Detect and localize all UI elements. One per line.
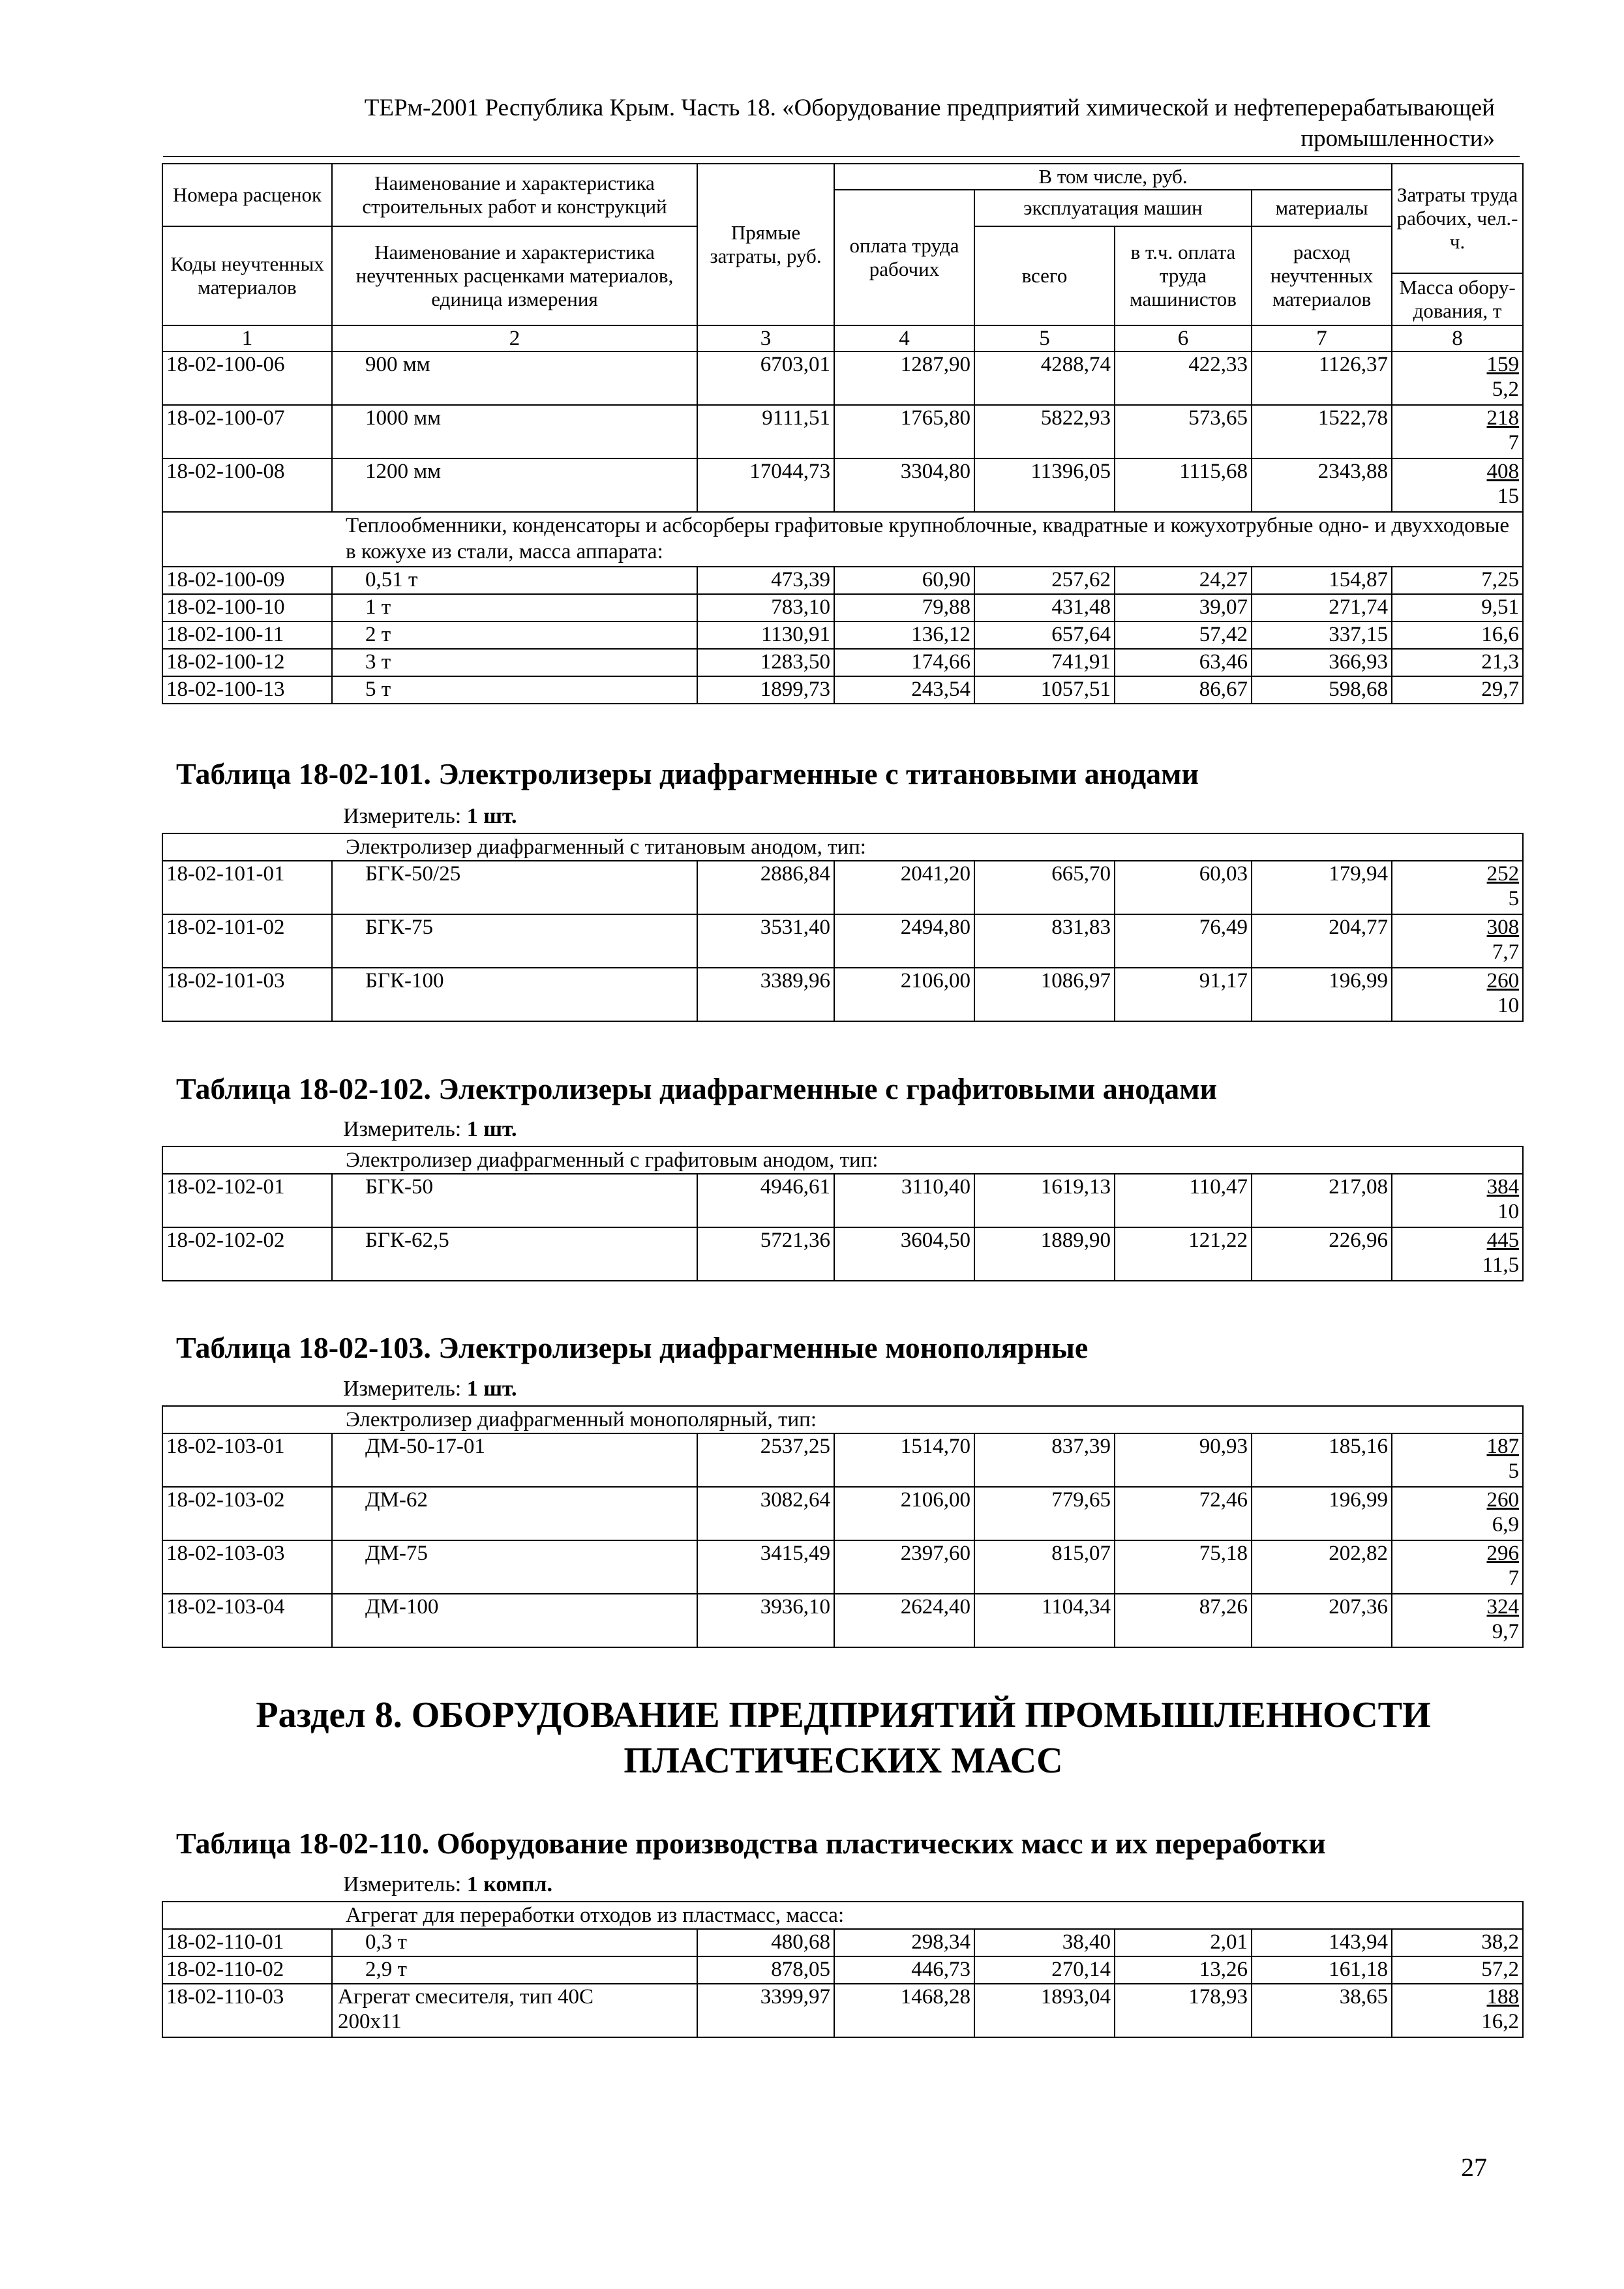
row-c3: 4946,61 [697,1174,834,1227]
row-c3: 3936,10 [697,1594,834,1647]
row-c5: 431,48 [974,594,1115,621]
row-c6: 75,18 [1115,1540,1252,1594]
table-row [162,1594,1523,1647]
group-heading: Электролизер диафрагменный монополярный, тип: [162,1406,1523,1433]
row-c4: 3604,50 [834,1227,974,1281]
table-101 [162,833,1524,1022]
labor-value: 159 [1486,353,1520,376]
row-c4: 1765,80 [834,405,974,458]
table-102-meter [343,1116,517,1143]
labor-value: 260 [1486,1488,1519,1512]
row-c7: 196,99 [1252,968,1392,1021]
row-c7: 143,94 [1252,1929,1392,1956]
header-line-1: ТЕРм-2001 Республика Крым. Часть 18. «Оборудование предприятий химической и нефтеперерабатывающей [364,95,1495,121]
row-c3: 480,68 [697,1929,834,1956]
group-heading: Электролизер диафрагменный с титановым анодом, тип: [162,833,1523,861]
row-code: 18-02-100-09 [162,567,332,594]
row-c5: 741,91 [974,649,1115,676]
page-header [163,93,1495,154]
row-c4: 1468,28 [834,1984,974,2037]
row-c7: 38,65 [1252,1984,1392,2037]
table-110 [162,1901,1524,2038]
meter-value: 1 шт. [466,804,517,828]
table-row [162,594,1523,621]
row-c7: 226,96 [1252,1227,1392,1281]
header-line-2: промышленности» [1301,125,1495,152]
row-c7: 202,82 [1252,1540,1392,1594]
table-row [162,1540,1523,1594]
row-c8 [1392,861,1523,914]
row-code: 18-02-100-12 [162,649,332,676]
row-code: 18-02-103-03 [162,1540,332,1594]
row-c8 [1392,1174,1523,1227]
row-c8: 29,7 [1392,676,1523,704]
row-name: ДМ-100 [332,1594,697,1647]
row-c7: 598,68 [1252,676,1392,704]
row-c8 [1392,968,1523,1021]
table-row [162,861,1523,914]
row-name: ДМ-62 [332,1487,697,1540]
row-c5: 1104,34 [974,1594,1115,1647]
row-c5: 270,14 [974,1956,1115,1984]
row-c3: 1899,73 [697,676,834,704]
row-c3: 17044,73 [697,458,834,512]
row-name: 3 т [332,649,697,676]
row-name: 1 т [332,594,697,621]
row-c7: 196,99 [1252,1487,1392,1540]
meter-label: Измеритель: [343,1872,462,1896]
row-name: БГК-50/25 [332,861,697,914]
row-c4: 2041,20 [834,861,974,914]
row-c7: 2343,88 [1252,458,1392,512]
row-c3: 9111,51 [697,405,834,458]
row-c3: 6703,01 [697,352,834,405]
row-c7: 204,77 [1252,914,1392,968]
row-c7: 337,15 [1252,621,1392,649]
row-c8 [1392,458,1523,512]
row-c6: 121,22 [1115,1227,1252,1281]
labor-value: 260 [1486,969,1520,993]
row-c4: 136,12 [834,621,974,649]
table-102-title: Таблица 18-02-102. Электролизеры диафрагменные с графитовыми анодами [176,1072,1218,1105]
row-c6: 76,49 [1115,914,1252,968]
row-name: 1000 мм [332,405,697,458]
group-row [162,833,1523,861]
row-c7: 179,94 [1252,861,1392,914]
page-number: 27 [1461,2153,1487,2182]
row-name: 5 т [332,676,697,704]
row-name: ДМ-50-17-01 [332,1433,697,1487]
group-heading: Агрегат для переработки отходов из пластмасс, масса: [162,1902,1523,1929]
col5-header: всего [974,226,1115,325]
labor-value: 408 [1486,460,1520,483]
row-c8: 38,2 [1392,1929,1523,1956]
row-name: 0,51 т [332,567,697,594]
mass-value: 5 [1508,887,1520,910]
colnum: 5 [974,325,1115,352]
row-c8 [1392,1227,1523,1281]
row-c4: 2397,60 [834,1540,974,1594]
part-heading-line-2: ПЛАСТИЧЕСКИХ МАСС [624,1741,1063,1781]
row-code: 18-02-102-02 [162,1227,332,1281]
mass-value: 6,9 [1492,1513,1519,1536]
row-code: 18-02-103-04 [162,1594,332,1647]
labor-value: 384 [1486,1175,1520,1199]
row-c6: 1115,68 [1115,458,1252,512]
col3-header: Прямые затраты, руб. [697,164,834,325]
column-numbers-row [162,325,1523,352]
meter-value: 1 шт. [466,1377,517,1401]
labor-value: 308 [1486,916,1520,939]
row-c5: 1893,04 [974,1984,1115,2037]
part-heading [163,1692,1524,1784]
table-row [162,1487,1523,1540]
colnum: 4 [834,325,974,352]
row-c4: 243,54 [834,676,974,704]
row-name: 1200 мм [332,458,697,512]
table-103 [162,1405,1524,1648]
meter-value: 1 шт. [466,1117,517,1141]
row-code: 18-02-100-07 [162,405,332,458]
mass-value: 10 [1497,994,1520,1017]
labor-value: 252 [1486,862,1520,886]
row-c4: 79,88 [834,594,974,621]
row-c6: 57,42 [1115,621,1252,649]
col6-header: в т.ч. оплата труда машинистов [1115,226,1252,325]
row-code: 18-02-110-01 [162,1929,332,1956]
table-row [162,676,1523,704]
row-c3: 3082,64 [697,1487,834,1540]
row-c5: 4288,74 [974,352,1115,405]
col8-header-bottom: Масса обору-дования, т [1392,273,1523,325]
row-c5: 1619,13 [974,1174,1115,1227]
row-c6: 110,47 [1115,1174,1252,1227]
group-row [162,512,1523,567]
table-110-meter [343,1872,552,1898]
labor-value: 445 [1486,1229,1520,1252]
row-code: 18-02-110-03 [162,1984,332,2037]
meter-value: 1 компл. [466,1872,553,1896]
row-c8 [1392,352,1523,405]
row-c3: 1130,91 [697,621,834,649]
materials-header: материалы [1252,190,1392,226]
row-c8: 9,51 [1392,594,1523,621]
row-c3: 878,05 [697,1956,834,1984]
row-c6: 422,33 [1115,352,1252,405]
machines-header: эксплуатация машин [974,190,1252,226]
row-c3: 5721,36 [697,1227,834,1281]
row-name: БГК-75 [332,914,697,968]
table-row [162,352,1523,405]
row-code: 18-02-100-06 [162,352,332,405]
row-c5: 837,39 [974,1433,1115,1487]
colnum: 6 [1115,325,1252,352]
row-c8 [1392,914,1523,968]
row-c6: 90,93 [1115,1433,1252,1487]
row-c8 [1392,1433,1523,1487]
row-c7: 185,16 [1252,1433,1392,1487]
row-code: 18-02-100-13 [162,676,332,704]
row-code: 18-02-110-02 [162,1956,332,1984]
row-c5: 38,40 [974,1929,1115,1956]
row-c6: 91,17 [1115,968,1252,1021]
row-c6: 86,67 [1115,676,1252,704]
row-c3: 1283,50 [697,649,834,676]
row-c4: 1287,90 [834,352,974,405]
row-c3: 2537,25 [697,1433,834,1487]
table-row [162,458,1523,512]
row-c6: 13,26 [1115,1956,1252,1984]
row-c8 [1392,1540,1523,1594]
row-code: 18-02-101-02 [162,914,332,968]
row-name: 900 мм [332,352,697,405]
table-101-meter [343,803,517,830]
row-c4: 2624,40 [834,1594,974,1647]
row-name: БГК-50 [332,1174,697,1227]
row-name: 0,3 т [332,1929,697,1956]
meter-label: Измеритель: [343,1117,462,1141]
row-c7: 207,36 [1252,1594,1392,1647]
row-c8: 21,3 [1392,649,1523,676]
part-heading-line-1: Раздел 8. ОБОРУДОВАНИЕ ПРЕДПРИЯТИЙ ПРОМЫШЛЕННОСТИ [256,1695,1431,1735]
row-c7: 1522,78 [1252,405,1392,458]
row-c7: 271,74 [1252,594,1392,621]
table-row [162,649,1523,676]
table-101-title: Таблица 18-02-101. Электролизеры диафрагменные с титановыми анодами [176,757,1199,790]
row-c5: 815,07 [974,1540,1115,1594]
mass-value: 10 [1497,1200,1520,1223]
row-name: 2,9 т [332,1956,697,1984]
labor-value: 187 [1486,1435,1519,1458]
table-102 [162,1146,1524,1281]
row-c7: 154,87 [1252,567,1392,594]
row-c5: 1889,90 [974,1227,1115,1281]
row-c8 [1392,1487,1523,1540]
row-c8 [1392,1594,1523,1647]
row-c3: 2886,84 [697,861,834,914]
row-c7: 366,93 [1252,649,1392,676]
col1-header-top: Номера расценок [162,164,332,226]
col2-header-top: Наименование и характеристика строительных работ и конструкций [332,164,697,226]
table-103-title: Таблица 18-02-103. Электролизеры диафрагменные монополярные [176,1331,1089,1364]
labor-value: 324 [1486,1595,1519,1619]
row-c8: 57,2 [1392,1956,1523,1984]
row-c4: 2106,00 [834,1487,974,1540]
row-name: БГК-100 [332,968,697,1021]
row-c8 [1392,405,1523,458]
row-c7: 1126,37 [1252,352,1392,405]
table-row [162,567,1523,594]
row-c3: 3531,40 [697,914,834,968]
row-c4: 3110,40 [834,1174,974,1227]
row-c3: 3389,96 [697,968,834,1021]
mass-value: 7 [1508,1566,1519,1590]
row-c5: 779,65 [974,1487,1115,1540]
labor-value: 296 [1486,1542,1519,1565]
row-name: ДМ-75 [332,1540,697,1594]
table-row [162,1929,1523,1956]
row-c7: 161,18 [1252,1956,1392,1984]
row-name: БГК-62,5 [332,1227,697,1281]
table-110-title: Таблица 18-02-110. Оборудование производства пластических масс и их переработки [176,1827,1326,1860]
mass-value: 15 [1497,485,1520,508]
row-c4: 298,34 [834,1929,974,1956]
row-c4: 2106,00 [834,968,974,1021]
row-code: 18-02-102-01 [162,1174,332,1227]
row-name: 2 т [332,621,697,649]
mass-value: 7 [1508,431,1520,455]
colnum: 1 [162,325,332,352]
row-c5: 665,70 [974,861,1115,914]
mass-value: 11,5 [1482,1253,1520,1277]
group-heading: Теплообменники, конденсаторы и асбсорберы графитовые крупноблочные, квадратные и кожухотрубные одно- и двухходовые в кожухе из стали, масса аппарата: [162,512,1523,567]
header-rule [163,156,1520,157]
row-c5: 11396,05 [974,458,1115,512]
meter-label: Измеритель: [343,1377,462,1401]
row-c6: 72,46 [1115,1487,1252,1540]
row-c8 [1392,1984,1523,2037]
row-c6: 24,27 [1115,567,1252,594]
table-row [162,1227,1523,1281]
col7-header: расход неучтенных материалов [1252,226,1392,325]
col2-header-bottom: Наименование и характеристика неучтенных расценками материалов, единица измерения [332,226,697,325]
row-c4: 60,90 [834,567,974,594]
table-row [162,1433,1523,1487]
row-c5: 657,64 [974,621,1115,649]
row-c3: 473,39 [697,567,834,594]
row-c6: 178,93 [1115,1984,1252,2037]
row-c5: 1086,97 [974,968,1115,1021]
row-c6: 63,46 [1115,649,1252,676]
row-c5: 5822,93 [974,405,1115,458]
row-c4: 2494,80 [834,914,974,968]
row-c6: 60,03 [1115,861,1252,914]
row-c6: 87,26 [1115,1594,1252,1647]
colnum: 2 [332,325,697,352]
incl-header: В том числе, руб. [834,164,1392,190]
table-row [162,914,1523,968]
row-code: 18-02-100-11 [162,621,332,649]
row-code: 18-02-100-08 [162,458,332,512]
mass-value: 5,2 [1492,378,1520,401]
row-c8: 7,25 [1392,567,1523,594]
main-table [162,163,1524,704]
row-c5: 1057,51 [974,676,1115,704]
colnum: 7 [1252,325,1392,352]
mass-value: 7,7 [1492,940,1520,964]
table-row [162,968,1523,1021]
row-code: 18-02-101-03 [162,968,332,1021]
row-name-line-1: Агрегат смесителя, тип 40С [338,1985,594,2009]
row-c6: 2,01 [1115,1929,1252,1956]
row-c3: 3399,97 [697,1984,834,2037]
group-row [162,1902,1523,1929]
row-name [332,1984,697,2037]
row-c4: 446,73 [834,1956,974,1984]
colnum: 3 [697,325,834,352]
row-c5: 257,62 [974,567,1115,594]
labor-value: 188 [1486,1985,1519,2009]
row-name-line-2: 200х11 [338,2010,402,2033]
row-c6: 573,65 [1115,405,1252,458]
row-c7: 217,08 [1252,1174,1392,1227]
row-code: 18-02-103-01 [162,1433,332,1487]
table-row [162,405,1523,458]
mass-value: 5 [1508,1459,1519,1483]
table-row [162,1956,1523,1984]
row-c4: 3304,80 [834,458,974,512]
table-row [162,1174,1523,1227]
group-heading: Электролизер диафрагменный с графитовым анодом, тип: [162,1146,1523,1174]
table-row [162,1984,1523,2037]
row-code: 18-02-103-02 [162,1487,332,1540]
row-c3: 3415,49 [697,1540,834,1594]
row-c4: 1514,70 [834,1433,974,1487]
row-c6: 39,07 [1115,594,1252,621]
mass-value: 9,7 [1492,1620,1519,1643]
row-code: 18-02-101-01 [162,861,332,914]
col8-header-top: Затраты труда рабочих, чел.-ч. [1392,164,1523,273]
mass-value: 16,2 [1481,2010,1519,2033]
row-c8: 16,6 [1392,621,1523,649]
row-c3: 783,10 [697,594,834,621]
group-row [162,1146,1523,1174]
table-row [162,621,1523,649]
labor-value: 218 [1486,406,1520,430]
table-103-meter [343,1376,517,1402]
col4-header: оплата труда рабочих [834,190,974,325]
row-c4: 174,66 [834,649,974,676]
meter-label: Измеритель: [343,804,462,828]
colnum: 8 [1392,325,1523,352]
row-c5: 831,83 [974,914,1115,968]
row-code: 18-02-100-10 [162,594,332,621]
group-row [162,1406,1523,1433]
col1-header-bottom: Коды неучтенных материалов [162,226,332,325]
